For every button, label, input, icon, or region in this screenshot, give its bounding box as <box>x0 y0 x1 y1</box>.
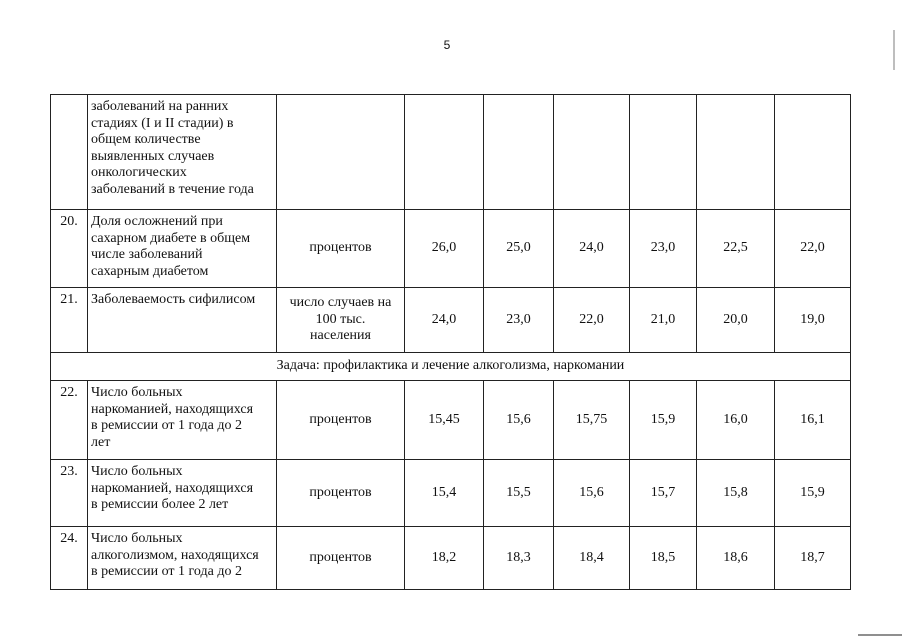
unit-cell <box>277 460 405 527</box>
value-cell: 15,6 <box>484 381 554 460</box>
indicator-name-line: лет <box>91 434 111 450</box>
task-heading: Задача: профилактика и лечение алкоголизма, наркомании <box>51 353 851 381</box>
unit-cell <box>277 288 405 353</box>
unit-cell <box>277 210 405 288</box>
table-row <box>51 381 851 460</box>
scan-edge-mark <box>858 634 902 636</box>
value-cell: 18,3 <box>484 527 554 590</box>
indicator-name-line: стадиях (I и II стадии) в <box>91 115 234 131</box>
unit-cell <box>277 95 405 210</box>
page-number: 5 <box>443 38 451 52</box>
unit-line: процентов <box>309 411 372 427</box>
unit-cell <box>277 381 405 460</box>
value-cell: 25,0 <box>484 210 554 288</box>
value-cell: 15,5 <box>484 460 554 527</box>
value-cell: 16,1 <box>775 381 851 460</box>
value-cell: 15,9 <box>775 460 851 527</box>
unit-line: процентов <box>309 549 372 565</box>
value-cell: 15,7 <box>630 460 697 527</box>
value-cell <box>630 95 697 210</box>
value-cell: 24,0 <box>554 210 630 288</box>
value-cell <box>697 95 775 210</box>
value-cell: 21,0 <box>630 288 697 353</box>
row-number-cell: 22. <box>51 381 88 460</box>
value-cell: 15,9 <box>630 381 697 460</box>
value-cell: 22,0 <box>775 210 851 288</box>
table-row-task <box>51 353 851 381</box>
value-cell: 15,4 <box>405 460 484 527</box>
unit-line: населения <box>310 328 371 344</box>
indicator-name-line: сахарном диабете в общем <box>91 230 251 246</box>
unit-line: 100 тыс. <box>315 311 366 327</box>
row-number-cell: 23. <box>51 460 88 527</box>
value-cell: 15,75 <box>554 381 630 460</box>
indicator-name-cell <box>88 527 277 590</box>
row-number-cell: 20. <box>51 210 88 288</box>
indicator-name-cell <box>88 95 277 210</box>
indicator-name-line: Число больных <box>91 385 183 400</box>
indicator-name-line: в ремиссии более 2 лет <box>91 497 229 512</box>
table-row-continuation <box>51 95 851 210</box>
indicator-name-line: выявленных случаев <box>91 148 215 164</box>
indicator-name-line: онкологических <box>91 165 187 180</box>
indicator-name-cell <box>88 381 277 460</box>
indicator-name-line: в ремиссии от 1 года до 2 <box>91 418 242 433</box>
table-row <box>51 210 851 288</box>
indicator-name-line: числе заболеваний <box>91 247 203 262</box>
unit-line: процентов <box>309 240 372 256</box>
value-cell: 22,0 <box>554 288 630 353</box>
indicators-table <box>50 94 851 590</box>
value-cell: 15,8 <box>697 460 775 527</box>
value-cell <box>554 95 630 210</box>
value-cell: 20,0 <box>697 288 775 353</box>
value-cell: 24,0 <box>405 288 484 353</box>
indicator-name-line: сахарным диабетом <box>91 263 209 279</box>
indicator-name-line: Число больных <box>91 464 183 479</box>
value-cell: 18,6 <box>697 527 775 590</box>
value-cell: 26,0 <box>405 210 484 288</box>
row-number-cell: 21. <box>51 288 88 353</box>
row-number-cell: 24. <box>51 527 88 590</box>
indicator-name-line: Заболеваемость сифилисом <box>91 292 256 307</box>
value-cell: 15,6 <box>554 460 630 527</box>
unit-line: число случаев на <box>289 295 392 311</box>
indicator-name-line: наркоманией, находящихся <box>91 480 254 496</box>
indicator-name-line: Число больных <box>91 531 183 546</box>
value-cell <box>405 95 484 210</box>
table-row <box>51 527 851 590</box>
table-row <box>51 288 851 353</box>
indicator-name-line: заболеваний на ранних <box>91 99 229 114</box>
row-number-cell <box>51 95 88 210</box>
indicator-name-cell <box>88 288 277 353</box>
value-cell: 23,0 <box>630 210 697 288</box>
value-cell: 16,0 <box>697 381 775 460</box>
indicator-name-cell <box>88 460 277 527</box>
table-row <box>51 460 851 527</box>
indicator-name-line: алкоголизмом, находящихся <box>91 547 259 563</box>
value-cell <box>484 95 554 210</box>
unit-cell <box>277 527 405 590</box>
value-cell: 18,7 <box>775 527 851 590</box>
value-cell <box>775 95 851 210</box>
indicator-name-line: в ремиссии от 1 года до 2 <box>91 564 242 579</box>
indicator-name-line: Доля осложнений при <box>91 214 223 229</box>
value-cell: 23,0 <box>484 288 554 353</box>
value-cell: 19,0 <box>775 288 851 353</box>
unit-line: процентов <box>309 484 372 500</box>
value-cell: 15,45 <box>405 381 484 460</box>
indicator-name-cell <box>88 210 277 288</box>
indicator-name-line: наркоманией, находящихся <box>91 401 254 417</box>
value-cell: 22,5 <box>697 210 775 288</box>
indicator-name-line: заболеваний в течение года <box>91 181 254 197</box>
scan-edge-mark <box>893 30 895 70</box>
value-cell: 18,2 <box>405 527 484 590</box>
value-cell: 18,4 <box>554 527 630 590</box>
value-cell: 18,5 <box>630 527 697 590</box>
indicator-name-line: общем количестве <box>91 132 201 147</box>
